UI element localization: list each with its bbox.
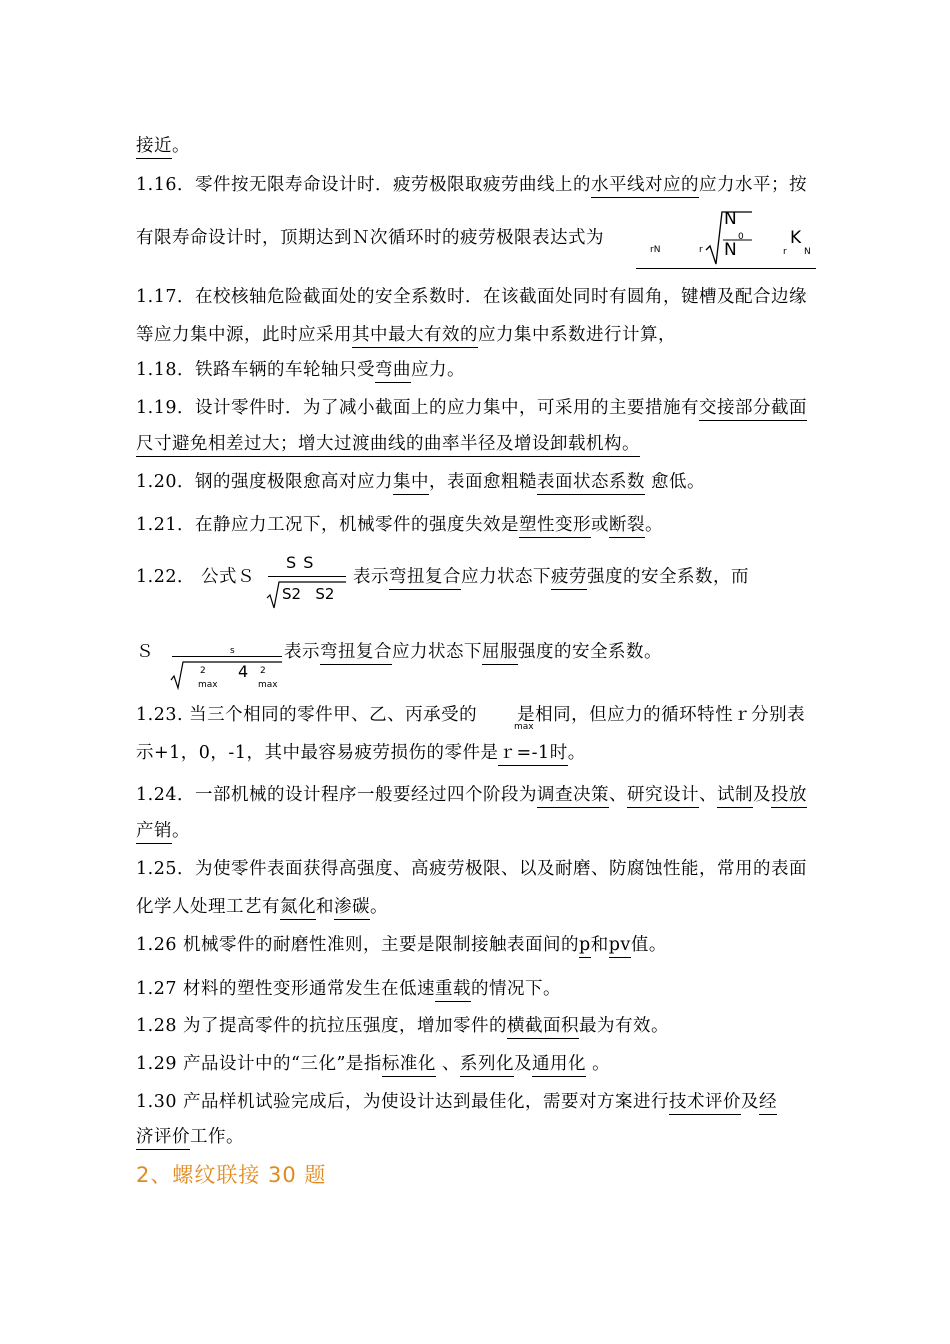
text-span: 、 — [435, 1054, 460, 1074]
text-line — [136, 134, 836, 159]
text-span: 愈低。 — [644, 472, 706, 492]
question-1-27 — [136, 977, 836, 1002]
underlined-answer: 接近 — [136, 135, 172, 159]
text-span: 及 — [741, 1092, 760, 1112]
text-span: 的情况下。 — [471, 979, 562, 999]
text-span: 应力。 — [410, 360, 465, 380]
formula-denominator: N — [724, 240, 737, 260]
text-span: 1.26 机械零件的耐磨性准则，主要是限制接触表面间的 — [136, 935, 580, 955]
formula-sub: s — [230, 646, 235, 656]
question-1-22 — [136, 565, 836, 590]
text-span: 1.18．铁路车辆的车轮轴只受 — [136, 360, 375, 380]
underlined-answer: 断裂 — [609, 514, 645, 538]
underlined-answer: 氮化 — [280, 896, 316, 920]
underlined-answer: 其中最大有效的 — [352, 324, 478, 348]
underlined-answer: 疲劳 — [551, 566, 587, 590]
formula-symbol: 4 — [238, 662, 249, 681]
text-line — [136, 895, 836, 920]
text-span: 。 — [644, 515, 663, 535]
underlined-answer: 横截面积 — [507, 1015, 579, 1039]
underlined-answer: 渗碳 — [334, 896, 370, 920]
text-span: 、 — [698, 785, 717, 805]
underlined-answer: 弯扭复合 — [320, 641, 392, 665]
text-span: 1.30 产品样机试验完成后，为使设计达到最佳化，需要对方案进行 — [136, 1092, 670, 1112]
question-1-19 — [136, 396, 836, 421]
text-span: 1.20．钢的强度极限愈高对应力 — [136, 472, 393, 492]
formula-underline — [636, 268, 816, 269]
text-span: 最为有效。 — [579, 1016, 670, 1036]
underlined-answer: 研究设计 — [627, 784, 699, 808]
text-span: 。 — [586, 1054, 611, 1074]
question-1-20 — [136, 470, 836, 495]
question-1-25 — [136, 857, 836, 881]
underlined-answer: 弯扭复合 — [389, 566, 461, 590]
text-span: 应力水平；按 — [698, 175, 807, 195]
text-line — [136, 323, 836, 348]
question-1-30 — [136, 1090, 836, 1115]
text-span: 1.17．在校核轴危险截面处的安全系数时．在该截面处同时有圆角，键槽及配合边缘 — [136, 287, 807, 307]
underlined-answer: 产销 — [136, 820, 172, 844]
question-1-28 — [136, 1014, 836, 1039]
question-1-21 — [136, 513, 836, 538]
underlined-answer: p — [579, 934, 591, 958]
question-1-23 — [136, 703, 836, 727]
fraction-bar — [268, 576, 346, 577]
text-span: 化学人处理工艺有 — [136, 897, 280, 917]
question-1-24 — [136, 783, 836, 808]
text-span: ，表面愈粗糙 — [428, 472, 537, 492]
underlined-answer: 尺寸避免相差过大；增大过渡曲线的曲率半径及增设卸载机构。 — [136, 433, 640, 457]
text-span: 应力集中系数进行计算， — [478, 325, 676, 345]
underlined-answer: 交接部分截面 — [699, 397, 807, 421]
formula-sup: 2 — [260, 666, 266, 676]
text-span: 1.23. 当三个相同的零件甲、乙、丙承受的 — [136, 705, 478, 725]
fraction-bar — [172, 656, 282, 657]
formula-sub: max — [258, 680, 278, 690]
formula-sub: rN — [650, 245, 661, 255]
text-span: 。 — [172, 821, 190, 841]
text-line — [136, 819, 836, 844]
underlined-answer: pv — [609, 934, 631, 958]
underlined-answer: 投放 — [771, 784, 807, 808]
underlined-answer: 系列化 — [460, 1053, 514, 1077]
text-span: 1.25．为使零件表面获得高强度、高疲劳极限、以及耐磨、防腐蚀性能，常用的表面 — [136, 859, 807, 879]
text-span: 是相同，但应力的循环特性ｒ分别表 — [517, 705, 806, 725]
text-span: 1.24．一部机械的设计程序一般要经过四个阶段为 — [136, 785, 537, 805]
text-span: 应力状态下 — [392, 642, 482, 662]
underlined-answer: 通用化 — [532, 1053, 586, 1077]
text-line — [136, 1125, 836, 1150]
underlined-answer: 屈服 — [482, 641, 518, 665]
text-span: 。 — [567, 743, 586, 763]
underlined-answer: 表面状态系数 — [537, 471, 645, 495]
formula-sub: max — [514, 722, 534, 732]
underlined-answer: 调查决策 — [537, 784, 609, 808]
formula-numerator: S S — [286, 553, 315, 572]
text-line — [136, 741, 836, 766]
text-span: Ｓ — [136, 642, 154, 662]
text-span: 及 — [752, 785, 771, 805]
text-span: 示+1，0，-1，其中最容易疲劳损伤的零件是 — [136, 743, 499, 763]
underlined-answer: 经 — [759, 1091, 777, 1115]
underlined-answer: 试制 — [717, 784, 753, 808]
formula-symbol: K — [790, 228, 802, 248]
text-span: 。 — [172, 136, 190, 156]
question-1-26 — [136, 933, 836, 958]
question-1-29 — [136, 1052, 836, 1077]
underlined-answer: 水平线对应的 — [591, 174, 699, 198]
formula-sub: r — [699, 245, 703, 255]
text-span: 1.16．零件按无限寿命设计时．疲劳极限取疲劳曲线上的 — [136, 175, 591, 195]
formula-denominator: S2 S2 — [282, 585, 335, 603]
formula-sub: 0 — [738, 232, 744, 242]
underlined-answer: ｒ=-1时 — [498, 742, 567, 766]
text-span: 1.27 材料的塑性变形通常发生在低速 — [136, 979, 436, 999]
text-span: 强度的安全系数。 — [518, 642, 662, 662]
formula-sub: max — [198, 680, 218, 690]
question-1-16 — [136, 173, 836, 198]
text-span: 1.22． 公式Ｓ — [136, 567, 256, 587]
text-span: 和 — [590, 935, 609, 955]
text-span: 工作。 — [190, 1127, 244, 1147]
underlined-answer: 技术评价 — [669, 1091, 741, 1115]
formula-sup: 2 — [200, 666, 206, 676]
underlined-answer: 弯曲 — [375, 359, 411, 383]
underlined-answer: 集中 — [393, 471, 429, 495]
text-span: 应力状态下 — [461, 567, 552, 587]
question-1-18 — [136, 358, 836, 383]
text-span: 及 — [514, 1054, 532, 1074]
text-span: 、 — [608, 785, 627, 805]
text-span: 强度的安全系数，而 — [587, 567, 750, 587]
text-span: 1.28 为了提高零件的抗拉压强度，增加零件的 — [136, 1016, 508, 1036]
formula-numerator: N — [724, 209, 737, 229]
underlined-answer: 塑性变形 — [519, 514, 591, 538]
text-span: 。 — [370, 897, 388, 917]
question-1-17 — [136, 285, 836, 309]
text-span: 表示 — [284, 642, 320, 662]
text-span: 表示 — [353, 567, 390, 587]
underlined-answer: 标准化 — [382, 1053, 436, 1077]
text-span: 或 — [590, 515, 609, 535]
section-heading: 2、螺纹联接 30 题 — [136, 1163, 327, 1187]
underlined-answer: 重载 — [435, 978, 471, 1002]
text-span: 1.29 产品设计中的“三化”是指 — [136, 1054, 382, 1074]
formula-sub: r — [783, 247, 787, 257]
text-line — [136, 432, 836, 457]
text-span: 有限寿命设计时，顶期达到Ｎ次循环时的疲劳极限表达式为 — [136, 228, 604, 248]
text-span: 值。 — [630, 935, 667, 955]
text-span: 1.21．在静应力工况下，机械零件的强度失效是 — [136, 515, 519, 535]
text-span: 等应力集中源，此时应采用 — [136, 325, 352, 345]
underlined-answer: 济评价 — [136, 1126, 190, 1150]
formula-sub: N — [804, 247, 811, 257]
text-span: 和 — [316, 897, 334, 917]
text-span: 1.19．设计零件时．为了减小截面上的应力集中，可采用的主要措施有 — [136, 398, 699, 418]
